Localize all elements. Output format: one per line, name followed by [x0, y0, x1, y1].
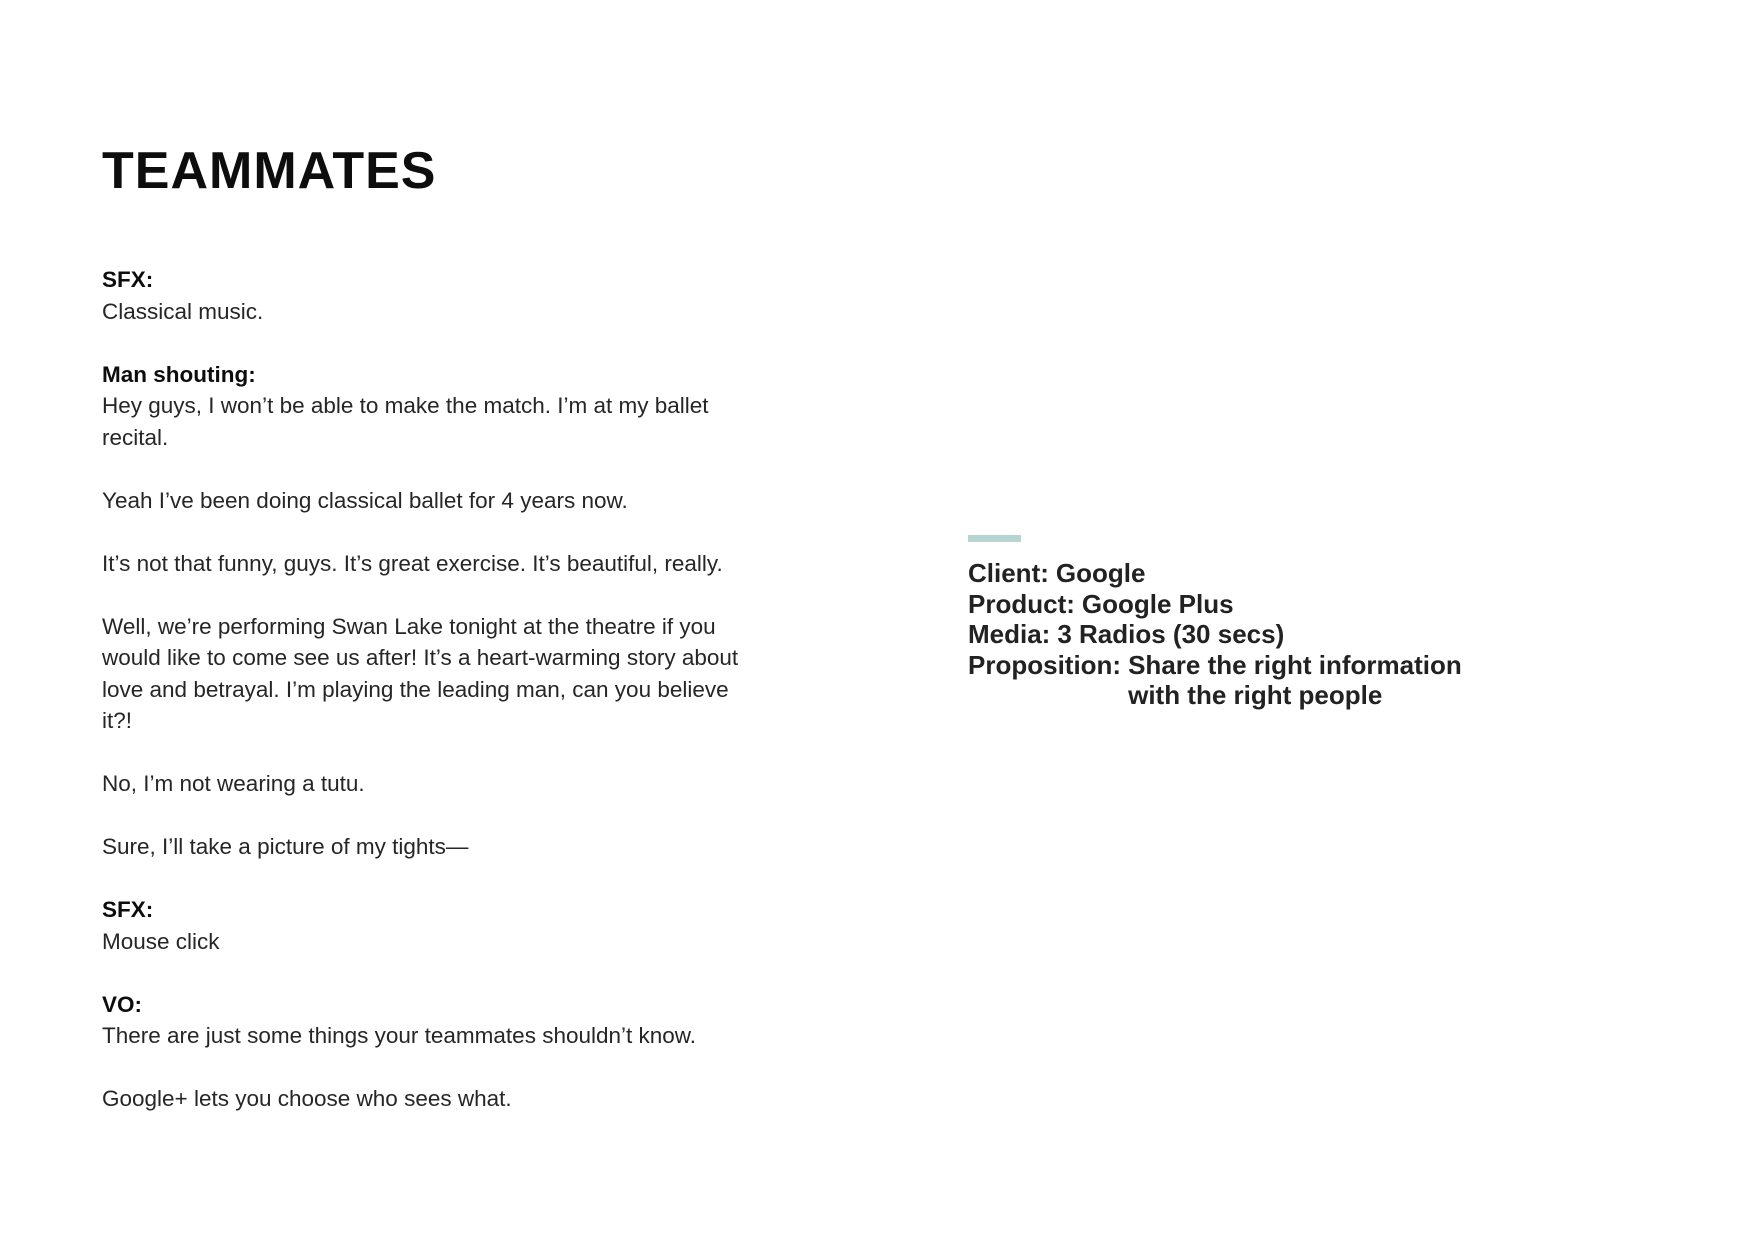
script-block	[102, 989, 752, 1115]
media-label: Media:	[968, 619, 1051, 649]
client-label: Client:	[968, 558, 1049, 588]
media-value: 3 Radios (30 secs)	[1057, 619, 1285, 649]
proposition-line: with the right people	[1128, 680, 1383, 710]
script-line: Hey guys, I won’t be able to make the match. I’m at my ballet recital.	[102, 393, 709, 450]
speaker-label: SFX:	[102, 267, 154, 292]
proposition-row	[968, 650, 1462, 711]
campaign-info	[968, 558, 1462, 711]
script-line: Mouse click	[102, 928, 220, 954]
proposition-label: Proposition:	[968, 649, 1122, 680]
page-title: TEAMMATES	[102, 142, 437, 200]
speaker-label: VO:	[102, 991, 143, 1017]
proposition-value	[1128, 650, 1462, 711]
script-line: There are just some things your teammates shouldn’t know.	[102, 1023, 697, 1048]
script-line: It’s not that funny, guys. It’s great exercise. It’s beautiful, really.	[102, 550, 723, 576]
speaker-label: Man shouting:	[102, 361, 256, 387]
client-value: Google	[1055, 558, 1146, 588]
speaker-label: SFX:	[102, 897, 154, 922]
script-block	[102, 359, 752, 863]
script-line: Classical music.	[102, 298, 264, 324]
proposition-line: Share the right information	[1128, 649, 1462, 680]
script-line: Well, we’re performing Swan Lake tonight at the theatre if you would like to come see us after! It’s a heart-warming story about love and betrayal. I’m playing the leading man, can you believe it?!	[102, 613, 739, 733]
radio-script	[102, 264, 752, 1146]
client-row	[968, 558, 1462, 589]
script-block	[102, 894, 752, 957]
product-row	[968, 589, 1462, 620]
accent-divider	[968, 535, 1021, 542]
script-line: Google+ lets you choose who sees what.	[102, 1086, 512, 1111]
product-label: Product:	[968, 588, 1075, 619]
script-line: Yeah I’ve been doing classical ballet for 4 years now.	[102, 487, 628, 513]
product-value: Google Plus	[1081, 588, 1234, 619]
script-line: No, I’m not wearing a tutu.	[102, 771, 365, 796]
script-block	[102, 264, 752, 327]
media-row	[968, 619, 1462, 650]
script-line: Sure, I’ll take a picture of my tights—	[102, 834, 469, 859]
